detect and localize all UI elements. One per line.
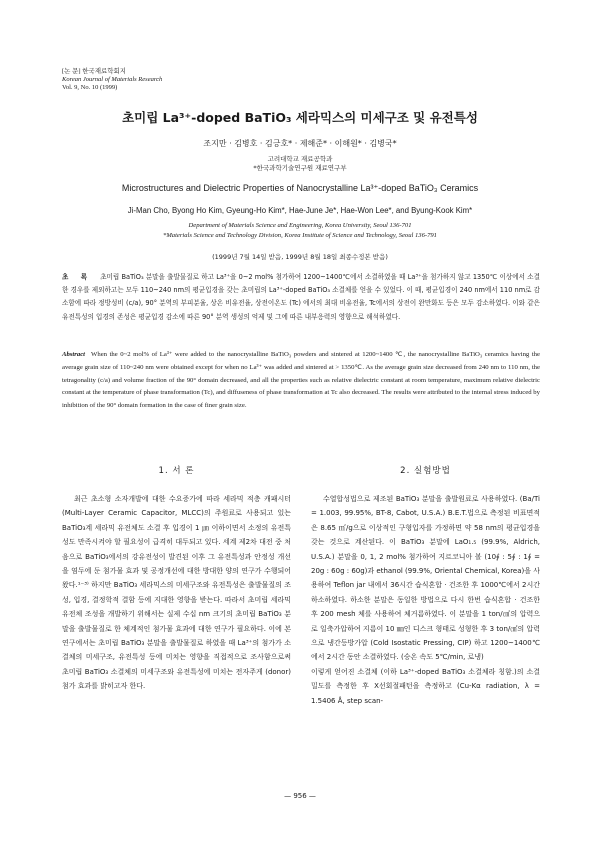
korean-abstract-label: 초 록 xyxy=(62,273,93,281)
english-affiliation-1: Department of Materials Science and Engineering, Korea University, Seoul 136-701 xyxy=(188,222,412,229)
journal-korean-name: [논 문] 한국재료학회지 xyxy=(62,68,127,75)
korean-affiliation-2: *한국과학기술연구원 재료연구부 xyxy=(253,164,347,172)
english-title: Microstructures and Dielectric Properties of Nanocrystalline La³⁺-doped BaTiO₃ Ceramics xyxy=(121,183,479,193)
introduction-text: 최근 초소형 소자개발에 대한 수요증가에 따라 세라믹 적층 캐패시터 (Multi-Layer Ceramic Capacitor, MLCC)의 주원료로 사용되고 있는 BaTiO₃계 세라믹 유전체도 소결 후 입경이 1 ㎛ 이하이면서 소정의 유전특성도 만족시켜야 할 필요성이 급격히 대두되고 있다. 세계 제2차 대전 중 처음으로 BaTiO₃에서의 강유전성이 발견된 이후 그 유전특성과 안정성 개선을 염두에 둔 첨가물 효과 및 공정개선에 대한 방대한 양의 연구가 수행되어 왔다.¹⁻³⁾ 하지만 BaTiO₃ 세라믹스의 미세구조와 유전특성은 출발물질의 조성, 입경, 결정학적 결함 등에 지대한 영향을 받는다. 따라서 초미립 세라믹 유전체 조성을 개발하기 위해서는 실제 수십 nm 크기의 초미립 BaTiO₃ 분말을 출발물질로 한 체계적인 첨가물 효과에 대한 연구가 필요하다. 이에 본 연구에서는 초미립 BaTiO₃ 분말을 출발물질로 하였을 때 La³⁺의 첨가가 소결체의 미세구조, 유전특성 등에 미치는 영향을 직접적으로 조사함으로써 초미립 BaTiO₃ 소결체의 미세구조와 유전특성에 미치는 전자주게 (donor) 첨가 효과를 밝히고자 한다. xyxy=(62,495,291,691)
english-abstract xyxy=(62,349,540,413)
english-affiliation-2: *Materials Science and Technology Division, Korea Institute of Science and Technology, Seoul 136-791 xyxy=(163,232,437,239)
english-abstract-text: When the 0~2 mol% of La³⁺ were added to the nanocrystalline BaTiO₃ powders and sintered at 1200~1400 ℃, the nanocrystalline BaTiO₃ ceramics having the average grain size of 110~240 nm were obtained except for when no La³⁺ was added and sintered at > 1350℃. As the average grain size decreased from 240 nm to 110 nm, the tetragonality (c/a) and volume fraction of the 90° domain decreased, and all the properties such as relative dielectric constant at room temperature, maximum relative dielectric constant at the temperature of phase transformation (Tc), and diffuseness of phase transformation at Tc also decreased. The results were attributed to the internal stress induced by inhibition of the 90° domain formation in the case of finer grain size. xyxy=(62,351,540,410)
english-affiliations xyxy=(0,221,600,241)
experimental-section xyxy=(311,464,540,708)
journal-volume: Vol. 9, No. 10 (1999) xyxy=(62,84,118,91)
korean-abstract xyxy=(62,271,540,324)
journal-header xyxy=(62,68,162,92)
experimental-heading: 2. 실험방법 xyxy=(400,466,451,476)
korean-affiliations xyxy=(0,155,600,173)
english-abstract-label: Abstract xyxy=(62,351,86,358)
journal-english-name: Korean Journal of Materials Research xyxy=(62,76,163,83)
english-authors: Ji-Man Cho, Byong Ho Kim, Gyeung-Ho Kim*, Hae-June Je*, Hae-Won Lee*, and Byung-Kook Kim* xyxy=(127,206,473,215)
korean-affiliation-1: 고려대학교 재료공학과 xyxy=(267,155,333,163)
page-number: — 956 — xyxy=(284,792,316,800)
korean-title: 초미립 La³⁺-doped BaTiO₃ 세라믹스의 미세구조 및 유전특성 xyxy=(122,110,478,125)
introduction-heading: 1. 서 론 xyxy=(158,466,195,476)
received-dates: (1999년 7월 14일 받음, 1999년 8월 18일 최종수정본 받음) xyxy=(212,253,388,261)
korean-abstract-text: 초미립 BaTiO₃ 분말을 출발물질로 하고 La³⁺을 0~2 mol% 첨가하여 1200~1400℃에서 소결하였을 때 La³⁺을 첨가하지 않고 1350℃ 이상에서 소결한 경우를 제외하고는 모두 110~240 nm의 평균입경을 갖는 초미립의 La³⁺-doped BaTiO₃ 소결체를 얻을 수 있었다. 이 때, 평균입경이 240 nm에서 110 nm로 감소함에 따라 정방성비 (c/a), 90° 분역의 부피분율, 상온 비유전율, 상전이온도 (Tc) 에서의 최대 비유전율, Tc에서의 상전이 완만화도 등은 모두 감소하였다. 이와 같은 유전특성의 입경의 존성은 평균입경 감소에 따른 90° 분역 생성의 억제 및 그에 따른 내부응력의 영향으로 해석하였다. xyxy=(62,273,540,321)
korean-authors: 조지만 · 김병호 · 김긍호* · 제해준* · 이해원* · 김병국* xyxy=(203,139,397,148)
experimental-text: 수열합성법으로 제조된 BaTiO₃ 분말을 출발원료로 사용하였다. (Ba/Ti = 1.003, 99.95%, BT-8, Cabot, U.S.A.) B.E.T.법으로 측정된 비표면적은 8.65 ㎡/g으로 이상적인 구형입자를 가정하면 약 58 nm의 평균입경을 갖는 것으로 계산된다. 이 BaTiO₃ 분말에 LaO₁.₅ (99.9%, Aldrich, U.S.A.) 분말을 0, 1, 2 mol% 첨가하여 지르코니아 볼 (10∮ : 5∮ : 1∮ = 20g : 60g : 60g)과 ethanol (99.9%, Oriental Chemical, Korea)을 사용하여 Teflon jar 내에서 36시간 습식혼합 · 건조한 후 1000℃에서 2시간 하소하였다. 하소한 분말은 동일한 방법으로 다시 한번 습식혼합 · 건조한 후 200 mesh 체를 사용하여 체거름하였다. 이 분말을 1 ton/㎠의 압력으로 일축가압하여 지름이 10 ㎜인 디스크 형태로 성형한 후 3 ton/㎠의 압력으로 냉간등방가압 (Cold Isostatic Pressing, CIP) 하고 1200~1400℃에서 2시간 동안 소결하였다. (승온 속도 5℃/min, 로냉) 이렇게 얻어진 소결체 (이하 La³⁺-doped BaTiO₃ 소결체라 칭함.)의 소결밀도를 측정한 후 X선회절패턴을 측정하고 (Cu-Kα radiation, λ = 1.5406 Å, step scan- xyxy=(311,495,541,705)
introduction-section xyxy=(62,464,291,694)
